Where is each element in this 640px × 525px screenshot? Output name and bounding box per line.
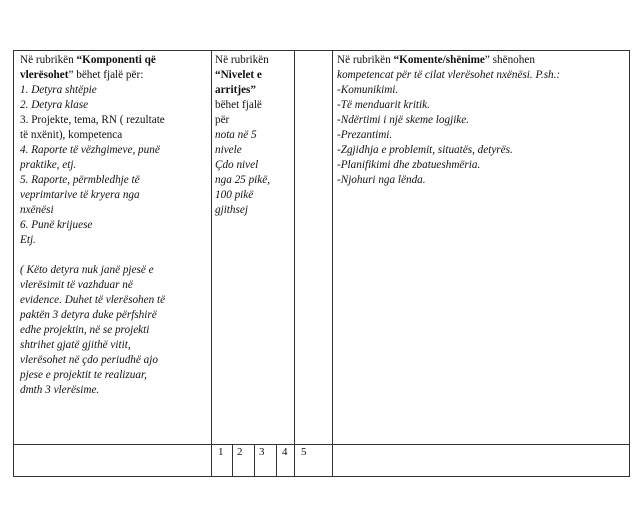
- note-line: paktën 3 detyra duke përfshirë: [20, 309, 157, 321]
- list-item: veprimtarive të kryera nga: [20, 189, 140, 201]
- list-item: Etj.: [20, 234, 36, 246]
- number-cell-divider: [232, 444, 233, 477]
- note-line: vlerësimit të vazhduar në: [20, 279, 133, 291]
- level-number: 1: [218, 446, 224, 458]
- components-column: Në rubrikën “Komponenti që vlerësohet” bëhet fjalë për: 1. Detyra shtëpie 2. Detyra klase 3. Projekte, tema, RN ( rezultate të nxënit), kompetenca 4. Raporte të vëzhgimeve, punë praktike, etj. 5. Raporte, përmbledhje të veprimtarive të kryera nga nxënësi 6. Punë krijuese Etj. ( Këto detyra nuk janë pjesë e vlerësimit të vazhduar në evidence. Duhet të vlerësohen të paktën 3 detyra duke përfshirë edhe projektin, në se projekti shtrihet gjatë gjithë vitit, vlerësohet në çdo periudhë ajo pjese e projektit te realizuar, dmth 3 vlerësime.: [20, 53, 205, 398]
- list-item: -Prezantimi.: [337, 129, 393, 141]
- level-number: 3: [259, 446, 265, 458]
- list-item: -Ndërtimi i një skeme logjike.: [337, 114, 470, 126]
- list-item: 3. Projekte, tema, RN ( rezultate: [20, 114, 165, 126]
- list-item: 5. Raporte, përmbledhje të: [20, 174, 140, 186]
- note-line: ( Këto detyra nuk janë pjesë e: [20, 264, 154, 276]
- note-line: edhe projektin, në se projekti: [20, 324, 150, 336]
- list-item: -Të menduarit kritik.: [337, 99, 430, 111]
- list-item: 2. Detyra klase: [20, 99, 89, 111]
- table-divider: [332, 51, 333, 476]
- level-number: 2: [237, 446, 243, 458]
- list-item: praktike, etj.: [20, 159, 77, 171]
- comments-column: Në rubrikën “Komente/shënime” shënohen kompetencat për të cilat vlerësohet nxënësi. P.sh.: -Komunikimi. -Të menduarit kritik. -Ndërtimi i një skeme logjike. -Prezantimi. -Zgjidhja e problemit, situatës, detyrës. -Planifikimi dhe zbatueshmëria. -Njohuri nga lënda.: [337, 53, 622, 188]
- list-item: 6. Punë krijuese: [20, 219, 93, 231]
- levels-column: Në rubrikën “Nivelet e arritjes” bëhet fjalë për nota në 5 nivele Çdo nivel nga 25 pikë, 100 pikë gjithsej: [215, 53, 285, 218]
- note-line: evidence. Duhet të vlerësohen të: [20, 294, 166, 306]
- list-item: -Njohuri nga lënda.: [337, 174, 426, 186]
- number-cell-divider: [276, 444, 277, 477]
- comments-intro: Në rubrikën “Komente/shënime” shënohen: [337, 54, 535, 66]
- list-item: nxënësi: [20, 204, 54, 216]
- note-line: pjese e projektit te realizuar,: [20, 369, 147, 381]
- components-intro: Në rubrikën “Komponenti që: [20, 54, 156, 66]
- level-number: 5: [301, 446, 307, 458]
- number-cell-divider: [254, 444, 255, 477]
- table-row-divider: [14, 444, 629, 445]
- list-item: -Planifikimi dhe zbatueshmëria.: [337, 159, 481, 171]
- list-item: -Zgjidhja e problemit, situatës, detyrës.: [337, 144, 513, 156]
- note-line: vlerësohet në çdo periudhë ajo: [20, 354, 158, 366]
- table-divider: [294, 51, 295, 476]
- list-item: 1. Detyra shtëpie: [20, 84, 97, 96]
- list-item: 4. Raporte të vëzhgimeve, punë: [20, 144, 160, 156]
- list-item: të nxënit), kompetenca: [20, 129, 123, 141]
- levels-intro: Në rubrikën: [215, 54, 269, 66]
- table-divider: [211, 51, 212, 476]
- list-item: -Komunikimi.: [337, 84, 399, 96]
- level-number: 4: [282, 446, 288, 458]
- note-line: dmth 3 vlerësime.: [20, 384, 100, 396]
- note-line: shtrihet gjatë gjithë vitit,: [20, 339, 131, 351]
